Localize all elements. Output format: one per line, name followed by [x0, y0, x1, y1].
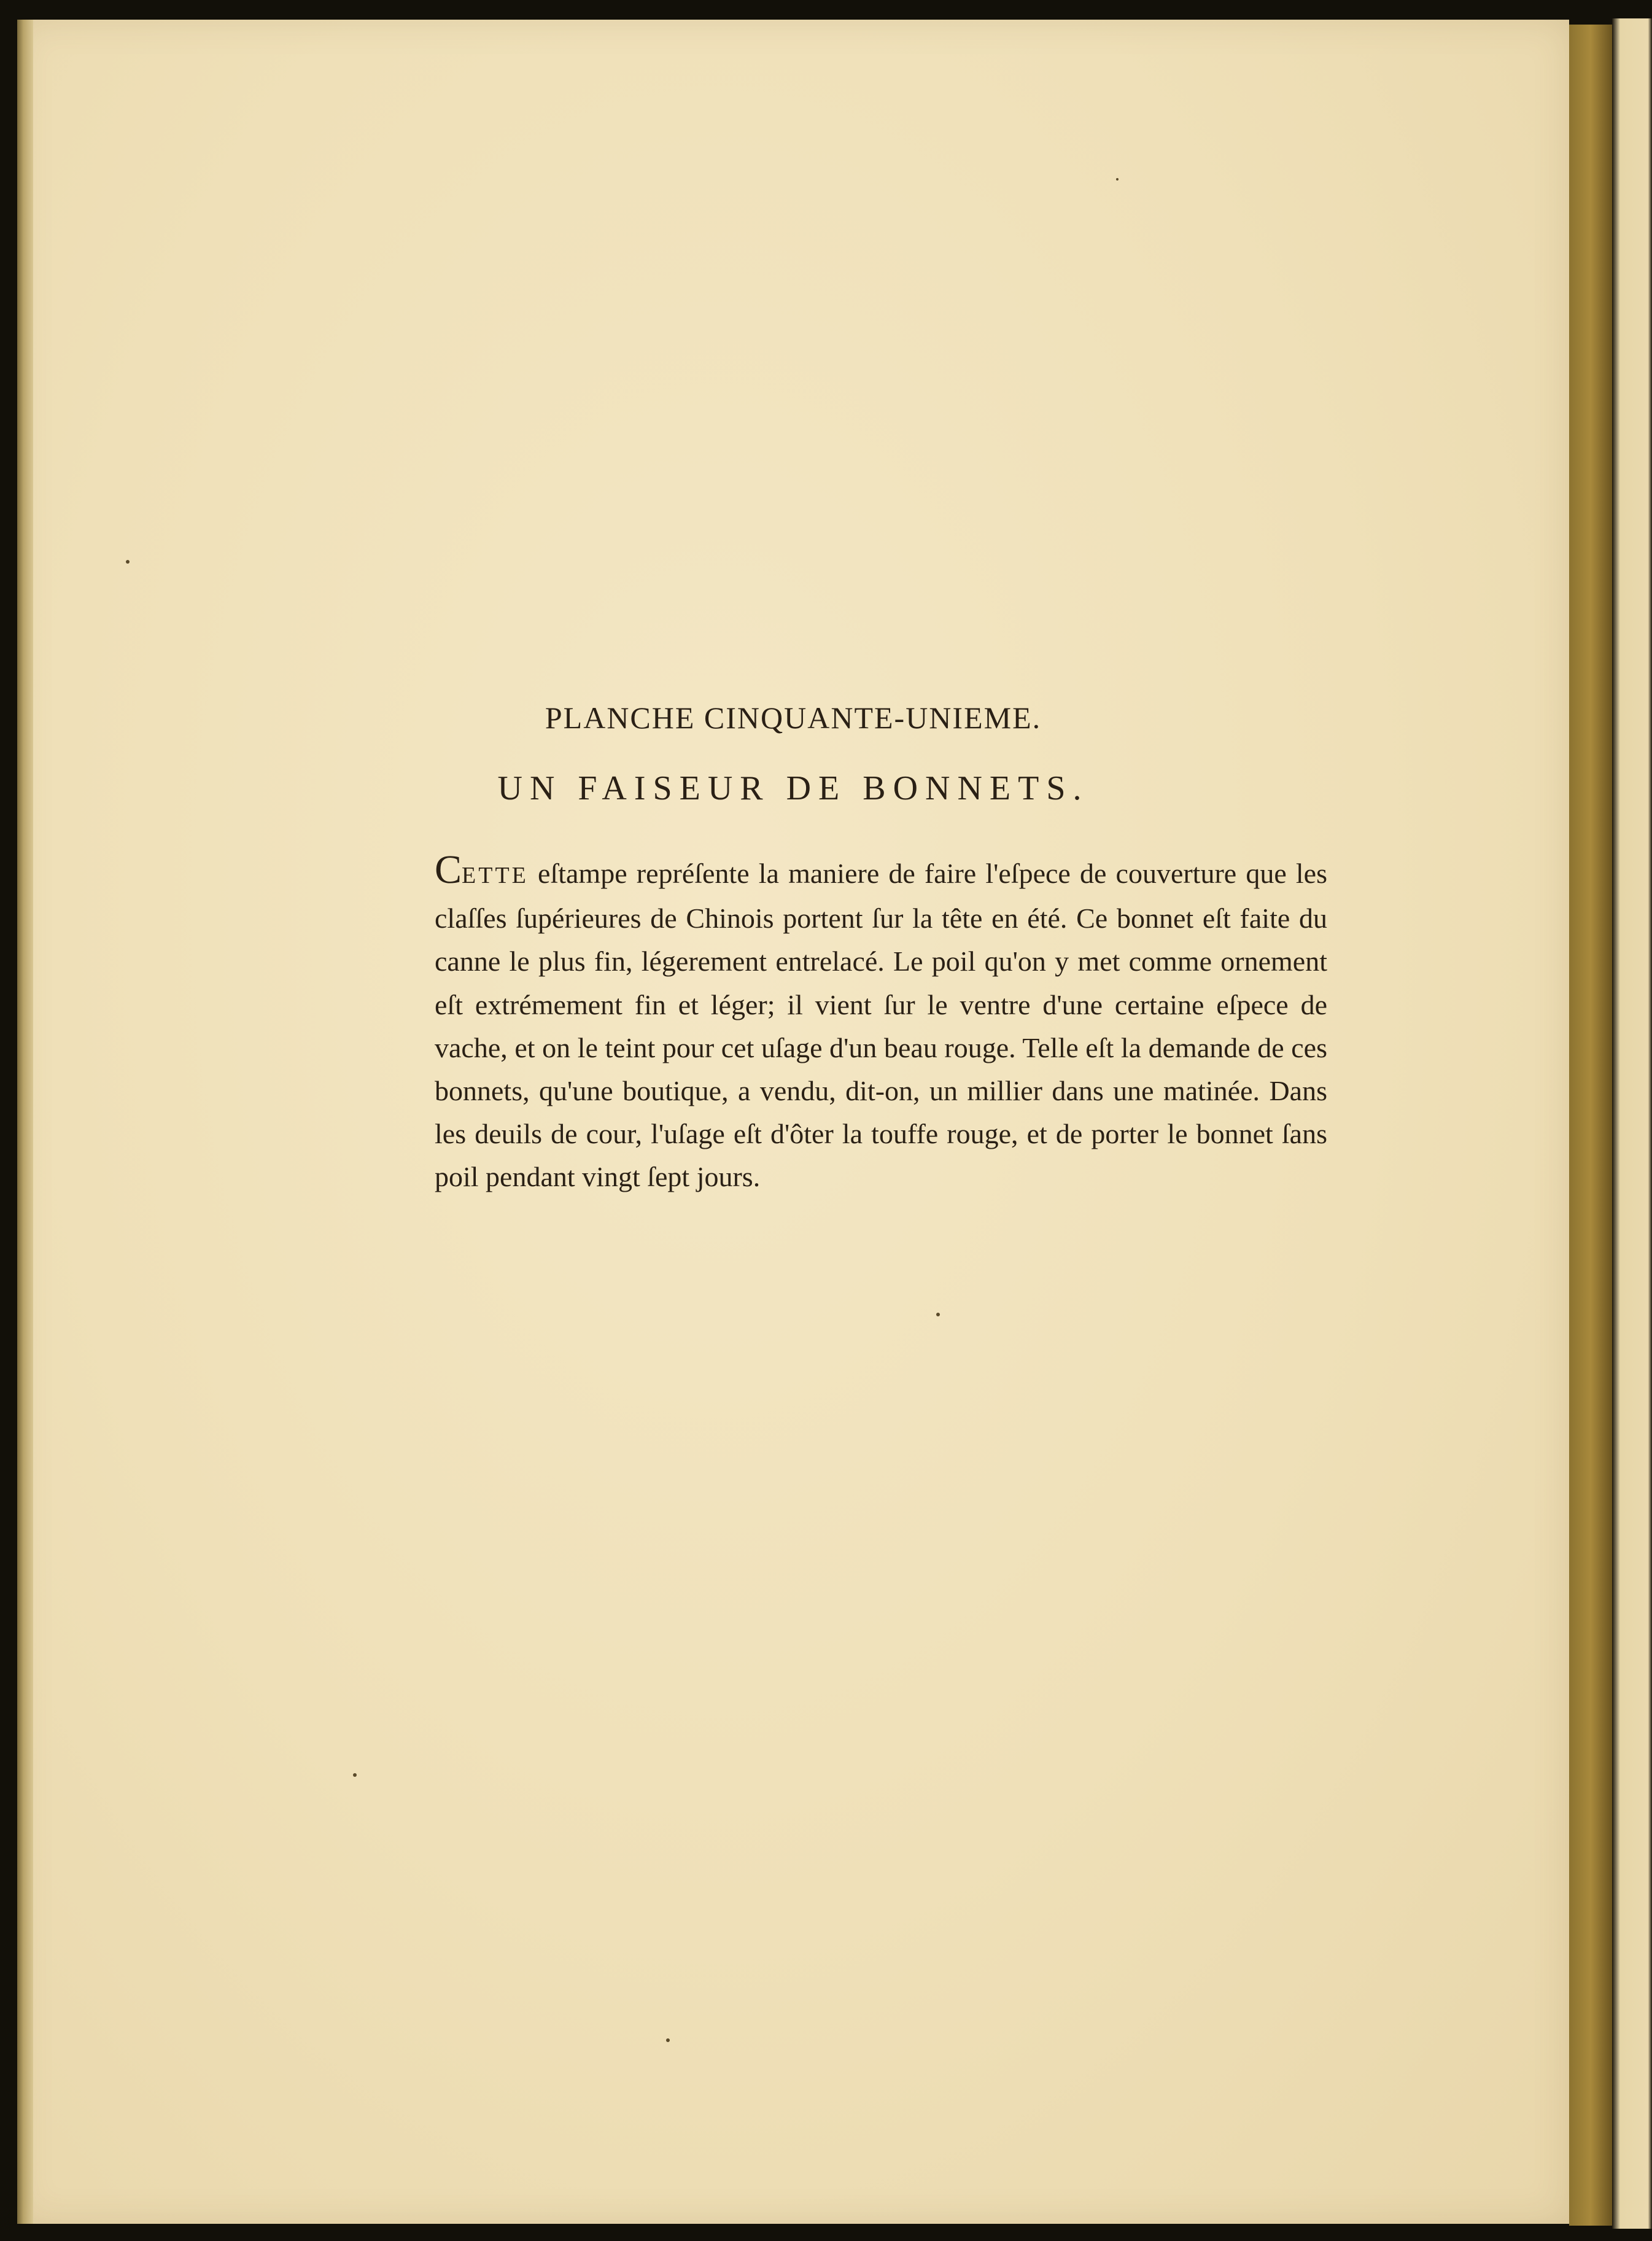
adjacent-page-edge: [1612, 18, 1652, 2229]
paper-speck: [1116, 178, 1119, 181]
subject-heading: UN FAISEUR DE BONNETS.: [497, 769, 1089, 807]
body-paragraph: [435, 847, 1327, 1199]
book-page: [17, 20, 1569, 2224]
page-edge: [17, 20, 33, 2224]
plate-heading: PLANCHE CINQUANTE-UNIEME.: [545, 701, 1042, 735]
paragraph-text: eſtampe repréſente la maniere de faire l'eſpece de couverture que les claſſes ſupérieures de Chinois portent ſur la tête en été. Ce bonnet eſt faite du canne le plus fin, légerement entrelacé. Le poil qu'on y met comme ornement eſt extrémement fin et léger; il vient ſur le ventre d'une certaine eſpece de vache, et on le teint pour cet uſage d'un beau rouge. Telle eſt la demande de ces bonnets, qu'une boutique, a vendu, dit-on, un millier dans une matinée. Dans les deuils de cour, l'uſage eſt d'ôter la touffe rouge, et de porter le bonnet ſans poil pendant vingt ſept jours.: [435, 858, 1327, 1193]
paper-speck: [126, 560, 130, 564]
paper-speck: [666, 2038, 670, 2042]
paper-speck: [353, 1773, 357, 1777]
paper-speck: [936, 1313, 940, 1316]
small-caps-word: ETTE: [462, 863, 529, 888]
book-gutter: [1569, 25, 1612, 2226]
drop-cap: C: [435, 847, 462, 892]
